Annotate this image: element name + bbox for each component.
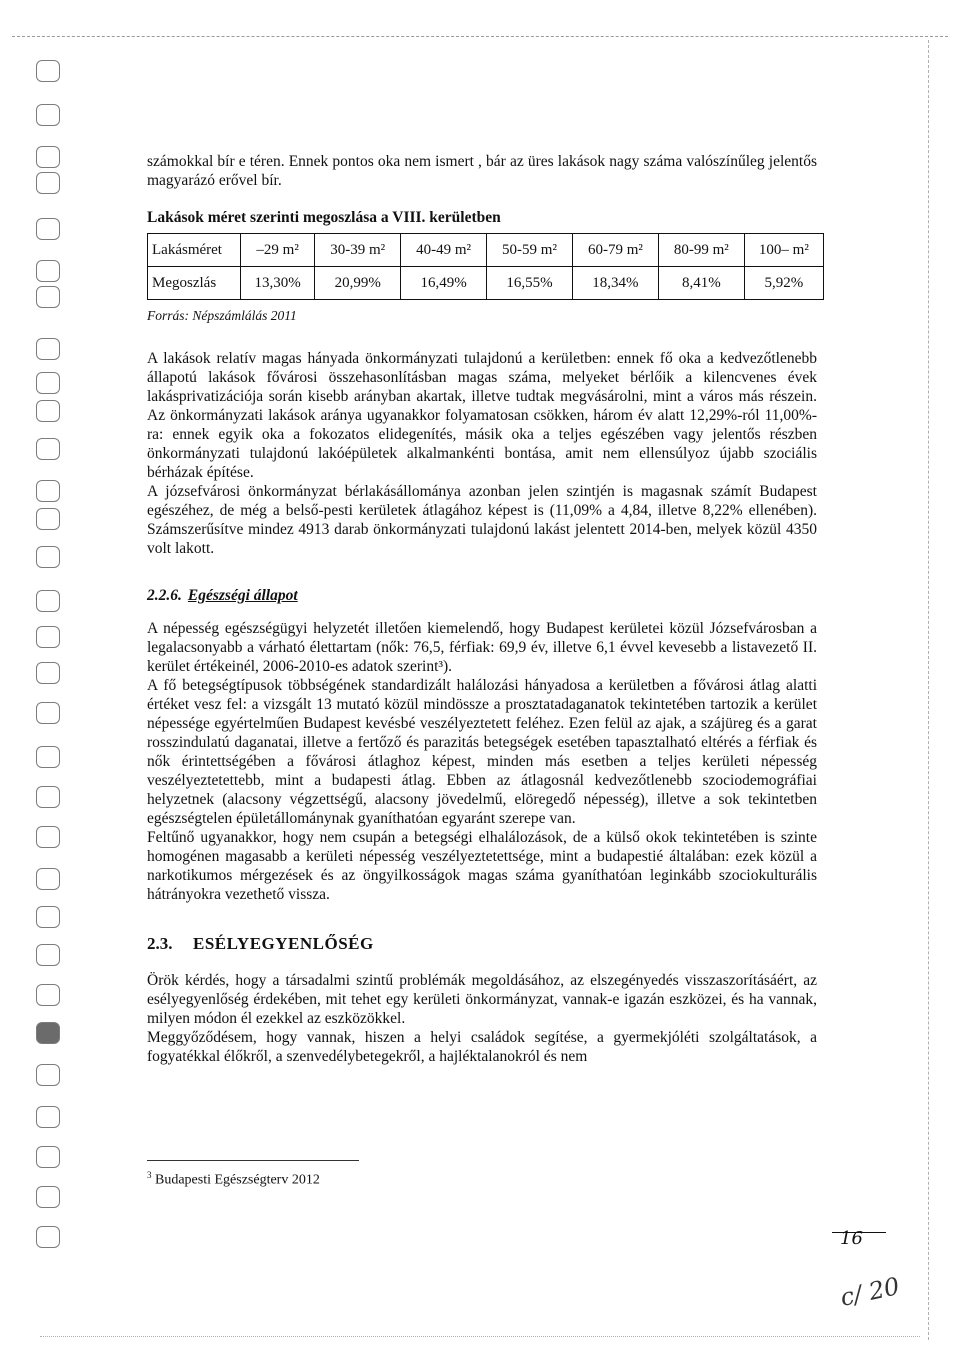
binding-hole xyxy=(36,260,60,282)
binding-holes xyxy=(36,60,64,1320)
main-text xyxy=(147,152,817,1066)
binding-hole xyxy=(36,746,60,768)
binding-hole xyxy=(36,1186,60,1208)
table-header-row xyxy=(148,234,824,267)
intro-paragraph: számokkal bír e téren. Ennek pontos oka nem ismert , bár az üres lakások nagy száma valószínűleg jelentős magyarázó erővel bír. xyxy=(147,153,817,189)
footnote-text: Budapesti Egészségterv 2012 xyxy=(155,1172,320,1188)
section-number: 2.2.6. xyxy=(147,587,182,604)
table-cell: 20,99% xyxy=(315,267,401,300)
section-heading-226 xyxy=(147,586,817,605)
binding-hole xyxy=(36,826,60,848)
page-number: 16 xyxy=(840,1228,863,1249)
binding-hole xyxy=(36,944,60,966)
table-header-cell: 60-79 m² xyxy=(572,234,658,267)
binding-hole xyxy=(36,662,60,684)
footnote-rule xyxy=(147,1160,359,1161)
handwritten-signature: c/ 20 xyxy=(837,1272,902,1312)
binding-hole xyxy=(36,286,60,308)
housing-paragraph: A lakások relatív magas hányada önkormányzati tulajdonú a kerületben: ennek fő oka a kedvezőtlenebb állapotú lakások fővárosi összehasonlításban magas száma, melyeket bérlőik a kilencvenes évek lakásprivatizációja során kisebb arányban akartak, illetve tudtak megvásárolni, mint a város más részein. Az önkormányzati lakások aránya ugyanakkor folyamatosan csökken, három év alatt 12,29%-ról 11,00%-ra: ennek egyik oka a fokozatos elidegenítés, másik oka a teljes egészében vagy jelentős részben önkormányzati tulajdonú lakóépületek alkalmankénti bontása, amit nem ellensúlyoz újabb szociális bérházak építése. xyxy=(147,350,817,481)
binding-hole xyxy=(36,480,60,502)
binding-hole xyxy=(36,104,60,126)
housing-paragraph: A józsefvárosi önkormányzat bérlakásállománya azonban jelen szintjén is magasnak számít Budapest egészéhez, de még a belső-pesti kerületek átlagához képest is (11,09% a 4,84, illetve 8,22% ellenében). Számszerűsítve mindez 4913 darab önkormányzati tulajdonú lakást jelentett 2014-ben, melyek közül 4350 volt lakott. xyxy=(147,483,817,557)
table-header-cell: 50-59 m² xyxy=(487,234,573,267)
health-paragraph: A fő betegségtípusok többségének standardizált halálozási hányadosa a kerületben a fővárosi átlag alatti értéket vesz fel: a vizsgált 13 mutató közül mindössze a prosztatadaganatok tekintetében tartozik a kerület népessége egyértelműen Budapest kevésbé veszélyeztetett feléhez. Ezen felül az ajak, a szájüreg és a garat rosszindulatú daganatai, illetve a fertőző és parazitás betegségek esetében tapasztalható eltérés a férfiak és nők érintettségében a fővárosi átlaghoz képest, minden más esetben a teljes kerületi népesség veszélyeztetettebb, mint a budapesti átlag. Ebben az átlagosnál kedvezőtlenebb szociodemográfiai helyzetnek (alacsony végzettségű, alacsony jövedelmű, elöregedő népesség), illetve a sok tekintetben egészségtelen épületállománynak gyaníthatóan egyaránt szerepe van. xyxy=(147,677,817,827)
table-cell: 5,92% xyxy=(744,267,823,300)
binding-hole xyxy=(36,218,60,240)
table-cell: 13,30% xyxy=(241,267,315,300)
binding-hole xyxy=(36,400,60,422)
table-header-cell: 100– m² xyxy=(744,234,823,267)
table-cell: 8,41% xyxy=(658,267,744,300)
equality-paragraph: Meggyőződésem, hogy vannak, hiszen a helyi családok segítése, a gyermekjóléti szolgáltatások, a fogyatékkal élőkről, a szenvedélybetegekről, a hajléktalanokról és nem xyxy=(147,1029,817,1065)
table-cell: 18,34% xyxy=(572,267,658,300)
scan-edge-right xyxy=(928,40,929,1340)
table-header-cell: 40-49 m² xyxy=(401,234,487,267)
binding-hole xyxy=(36,1022,60,1044)
section-title: Egészségi állapot xyxy=(187,587,298,604)
binding-hole xyxy=(36,786,60,808)
table-cell: 16,55% xyxy=(487,267,573,300)
footnote xyxy=(147,1170,320,1189)
binding-hole xyxy=(36,438,60,460)
binding-hole xyxy=(36,508,60,530)
table-title: Lakások méret szerinti megoszlása a VIII. kerületben xyxy=(147,209,501,226)
binding-hole xyxy=(36,626,60,648)
binding-hole xyxy=(36,60,60,82)
section-heading-23 xyxy=(147,934,817,953)
binding-hole xyxy=(36,546,60,568)
table-header-cell: 80-99 m² xyxy=(658,234,744,267)
binding-hole xyxy=(36,1106,60,1128)
section-title: ESÉLYEGYENLŐSÉG xyxy=(193,934,374,953)
binding-hole xyxy=(36,372,60,394)
footnote-mark: 3 xyxy=(147,1170,152,1180)
binding-hole xyxy=(36,984,60,1006)
section-number: 2.3. xyxy=(147,934,173,953)
binding-hole xyxy=(36,338,60,360)
binding-hole xyxy=(36,1064,60,1086)
binding-hole xyxy=(36,146,60,168)
binding-hole xyxy=(36,1226,60,1248)
table-row xyxy=(148,267,824,300)
table-header-cell: –29 m² xyxy=(241,234,315,267)
table-source: Forrás: Népszámlálás 2011 xyxy=(147,308,297,323)
health-paragraph: A népesség egészségügyi helyzetét illetően kiemelendő, hogy Budapest kerületei közül Józsefvárosban a legalacsonyabb a várható élettartam (nők: 76,5, férfiak: 69,9 év, illetve 6,1 évvel kevesebb a listavezető II. kerület értékeinél, 2006-2010-es adatok szerint³). xyxy=(147,620,817,675)
scan-edge-top xyxy=(12,36,948,37)
health-paragraph: Feltűnő ugyanakkor, hogy nem csupán a betegségi elhalálozások, de a külső okok tekintetében is szinte homogénen magasabb a kerületi népesség veszélyeztetettsége, mint a budapestié általában: ezek közül a narkotikumos mérgezések és az öngyilkosságok magas száma gyaníthatóan leginkább szociokulturális hátrányokra vezethető vissza. xyxy=(147,829,817,903)
housing-size-table xyxy=(147,233,824,300)
binding-hole xyxy=(36,702,60,724)
table-header-cell: Lakásméret xyxy=(148,234,241,267)
binding-hole xyxy=(36,590,60,612)
binding-hole xyxy=(36,1146,60,1168)
equality-paragraph: Örök kérdés, hogy a társadalmi szintű problémák megoldásához, az elszegényedés visszaszorításáért, az esélyegyenlőség érdekében, mit tehet egy kerületi önkormányzat, vannak-e igazán eszközei, és ha vannak, milyen módon él ezekkel az eszközökkel. xyxy=(147,972,817,1027)
binding-hole xyxy=(36,868,60,890)
scan-edge-bottom xyxy=(40,1336,920,1337)
table-cell: 16,49% xyxy=(401,267,487,300)
binding-hole xyxy=(36,172,60,194)
table-cell: Megoszlás xyxy=(148,267,241,300)
binding-hole xyxy=(36,906,60,928)
table-header-cell: 30-39 m² xyxy=(315,234,401,267)
